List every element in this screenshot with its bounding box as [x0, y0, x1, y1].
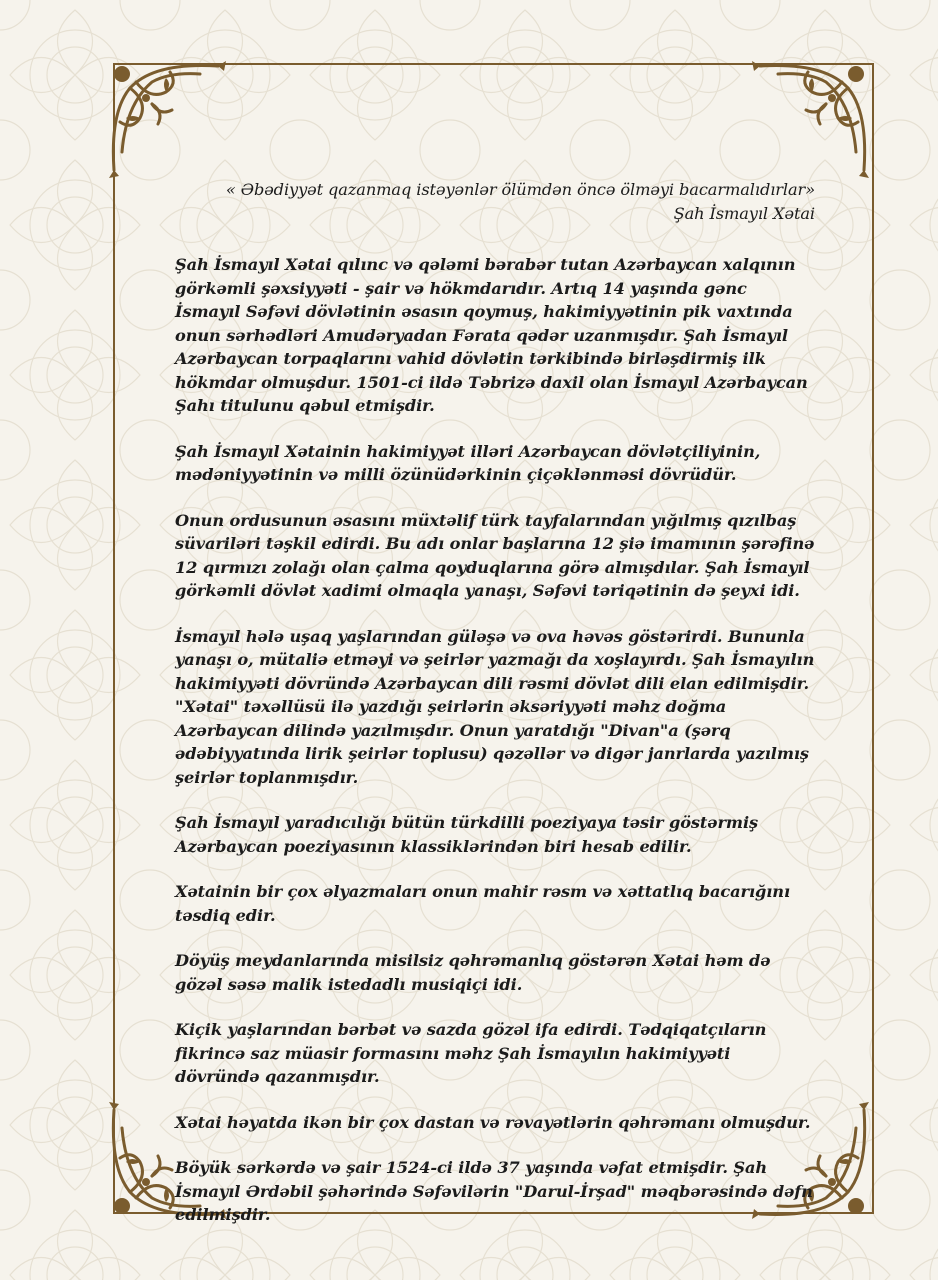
document-body	[175, 178, 815, 1249]
ornamental-corner-icon	[100, 52, 230, 182]
epigraph-author: Şah İsmayıl Xətai	[673, 203, 815, 223]
paragraph: Döyüş meydanlarında misilsiz qəhrəmanlıq göstərən Xətai həm də gözəl səsə malik istedadlı musiqiçi idi.	[175, 951, 771, 994]
paragraph: Böyük sərkərdə və şair 1524-ci ildə 37 yaşında vəfat etmişdir. Şah İsmayıl Ərdəbil şəhərində Səfəvilərin "Darul-İrşad" məqbərəsində dəfn edilmişdir.	[175, 1158, 813, 1224]
paragraph: Kiçik yaşlarından bərbət və sazda gözəl ifa edirdi. Tədqiqatçıların fikrincə saz müasir formasını məhz Şah İsmayılın hakimiyyəti dövründə qazanmışdır.	[175, 1020, 767, 1086]
paragraph: Onun ordusunun əsasını müxtəlif türk tayfalarından yığılmış qızılbaş süvariləri təşkil edirdi. Bu adı onlar başlarına 12 şiə imamının şərəfinə 12 qırmızı zolağı olan çalma qoyduqlarına görə almışdılar. Şah İsmayıl görkəmli dövlət xadimi olmaqla yanaşı, Səfəvi təriqətinin də şeyxi idi.	[175, 510, 815, 600]
paragraph: Şah İsmayıl Xətainin hakimiyyət illəri Azərbaycan dövlətçiliyinin, mədəniyyətinin və milli özünüdərkinin çiçəklənməsi dövrüdür.	[175, 441, 761, 484]
paragraph: Xətai həyatda ikən bir çox dastan və rəvayətlərin qəhrəmanı olmuşdur.	[175, 1112, 811, 1132]
ornamental-corner-icon	[748, 52, 878, 182]
epigraph	[175, 178, 815, 225]
paragraph: İsmayıl hələ uşaq yaşlarından güləşə və ova həvəs göstərirdi. Bununla yanaşı o, mütaliə etməyi və şeirlər yazmağı da xoşlayırdı. Şah İsmayılın hakimiyyəti dövründə Azərbaycan dili rəsmi dövlət dili elan edilmişdir. "Xətai" təxəllüsü ilə yazdığı şeirlərin əksəriyyəti məhz doğma Azərbaycan dilində yazılmışdır. Onun yaratdığı "Divan"a (şərq ədəbiyyatında lirik şeirlər toplusu) qəzəllər və digər janrlarda yazılmış şeirlər toplanmışdır.	[175, 626, 815, 787]
paragraph: Xətainin bir çox əlyazmaları onun mahir rəsm və xəttatlıq bacarığını təsdiq edir.	[175, 882, 790, 925]
paragraph: Şah İsmayıl yaradıcılığı bütün türkdilli poeziyaya təsir göstərmiş Azərbaycan poeziyasının klassiklərindən biri hesab edilir.	[175, 813, 759, 856]
paragraph: Şah İsmayıl Xətai qılınc və qələmi bərabər tutan Azərbaycan xalqının görkəmli şəxsiyyəti - şair və hökmdarıdır. Artıq 14 yaşında gənc İsmayıl Səfəvi dövlətinin əsasın qoymuş, hakimiyyətinin pik vaxtında onun sərhədləri Amudəryadan Fərata qədər uzanmışdır. Şah İsmayıl Azərbaycan torpaqlarını vahid dövlətin tərkibində birləşdirmiş ilk hökmdar olmuşdur. 1501-ci ildə Təbrizə daxil olan İsmayıl Azərbaycan Şahı titulunu qəbul etmişdir.	[175, 255, 808, 415]
epigraph-quote: « Əbədiyyət qazanmaq istəyənlər ölümdən öncə ölməyi bacarmalıdırlar»	[225, 180, 815, 199]
